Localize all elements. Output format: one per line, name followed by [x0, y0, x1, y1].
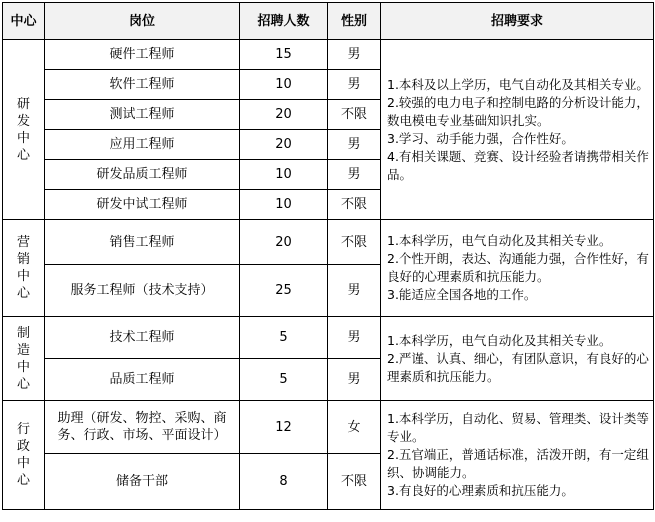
gender-cell: 男	[328, 130, 381, 160]
count-cell: 12	[240, 401, 328, 454]
center-name: 研发中心	[3, 40, 45, 220]
requirement-line: 2.严谨、认真、细心，有团队意识，有良好的心理素质和抗压能力。	[387, 350, 649, 384]
gender-cell: 不限	[328, 190, 381, 220]
gender-cell: 女	[328, 401, 381, 454]
count-cell: 10	[240, 70, 328, 100]
position-cell: 应用工程师	[45, 130, 240, 160]
gender-cell: 男	[328, 70, 381, 100]
center-name: 制造中心	[3, 317, 45, 401]
recruitment-table	[2, 2, 654, 510]
gender-cell: 不限	[328, 100, 381, 130]
requirement-line: 2.个性开朗，表达、沟通能力强，合作性好，有良好的心理素质和抗压能力。	[387, 251, 649, 284]
position-cell: 储备干部	[45, 454, 240, 510]
position-cell: 软件工程师	[45, 70, 240, 100]
position-cell: 技术工程师	[45, 317, 240, 359]
requirement-line: 2.较强的电力电子和控制电路的分析设计能力，数电模电专业基础知识扎实。	[387, 94, 649, 128]
count-cell: 25	[240, 265, 328, 317]
position-cell: 销售工程师	[45, 220, 240, 265]
gender-cell: 男	[328, 317, 381, 359]
gender-cell: 不限	[328, 220, 381, 265]
gender-cell: 男	[328, 265, 381, 317]
count-cell: 20	[240, 100, 328, 130]
requirements-cell	[381, 220, 654, 317]
table-row	[3, 317, 654, 359]
requirement-line: 1.本科及以上学历，电气自动化及其相关专业。	[387, 76, 649, 92]
requirement-line: 3.有良好的心理素质和抗压能力。	[387, 483, 574, 498]
requirement-line: 4.有相关课题、竞赛、设计经验者请携带相关作品。	[387, 148, 649, 182]
position-cell: 品质工程师	[45, 359, 240, 401]
count-cell: 10	[240, 160, 328, 190]
gender-cell: 男	[328, 160, 381, 190]
requirement-line: 3.学习、动手能力强，合作性好。	[387, 130, 574, 146]
header-count: 招聘人数	[240, 3, 328, 40]
count-cell: 5	[240, 317, 328, 359]
requirement-line: 1.本科学历，电气自动化及其相关专业。	[387, 332, 612, 348]
table-row	[3, 220, 654, 265]
gender-cell: 男	[328, 40, 381, 70]
count-cell: 8	[240, 454, 328, 510]
center-name: 营销中心	[3, 220, 45, 317]
requirements-cell	[381, 317, 654, 401]
table-row	[3, 40, 654, 70]
requirement-line: 3.能适应全国各地的工作。	[387, 287, 537, 302]
header-center: 中心	[3, 3, 45, 40]
header-requirements: 招聘要求	[381, 3, 654, 40]
header-row	[3, 3, 654, 40]
center-name: 行政中心	[3, 401, 45, 510]
position-cell: 研发品质工程师	[45, 160, 240, 190]
count-cell: 15	[240, 40, 328, 70]
requirement-line: 2.五官端正，普通话标准，活泼开朗，有一定组织、协调能力。	[387, 447, 649, 480]
gender-cell: 男	[328, 359, 381, 401]
position-cell: 助理（研发、物控、采购、商务、行政、市场、平面设计）	[45, 401, 240, 454]
header-gender: 性别	[328, 3, 381, 40]
position-cell: 服务工程师（技术支持）	[45, 265, 240, 317]
count-cell: 10	[240, 190, 328, 220]
gender-cell: 不限	[328, 454, 381, 510]
count-cell: 20	[240, 220, 328, 265]
position-cell: 测试工程师	[45, 100, 240, 130]
requirements-cell	[381, 40, 654, 220]
position-cell: 研发中试工程师	[45, 190, 240, 220]
requirement-line: 1.本科学历，自动化、贸易、管理类、设计类等专业。	[387, 411, 649, 444]
requirements-cell	[381, 401, 654, 510]
table-row	[3, 401, 654, 454]
requirement-line: 1.本科学历，电气自动化及其相关专业。	[387, 233, 612, 248]
count-cell: 20	[240, 130, 328, 160]
position-cell: 硬件工程师	[45, 40, 240, 70]
count-cell: 5	[240, 359, 328, 401]
header-position: 岗位	[45, 3, 240, 40]
